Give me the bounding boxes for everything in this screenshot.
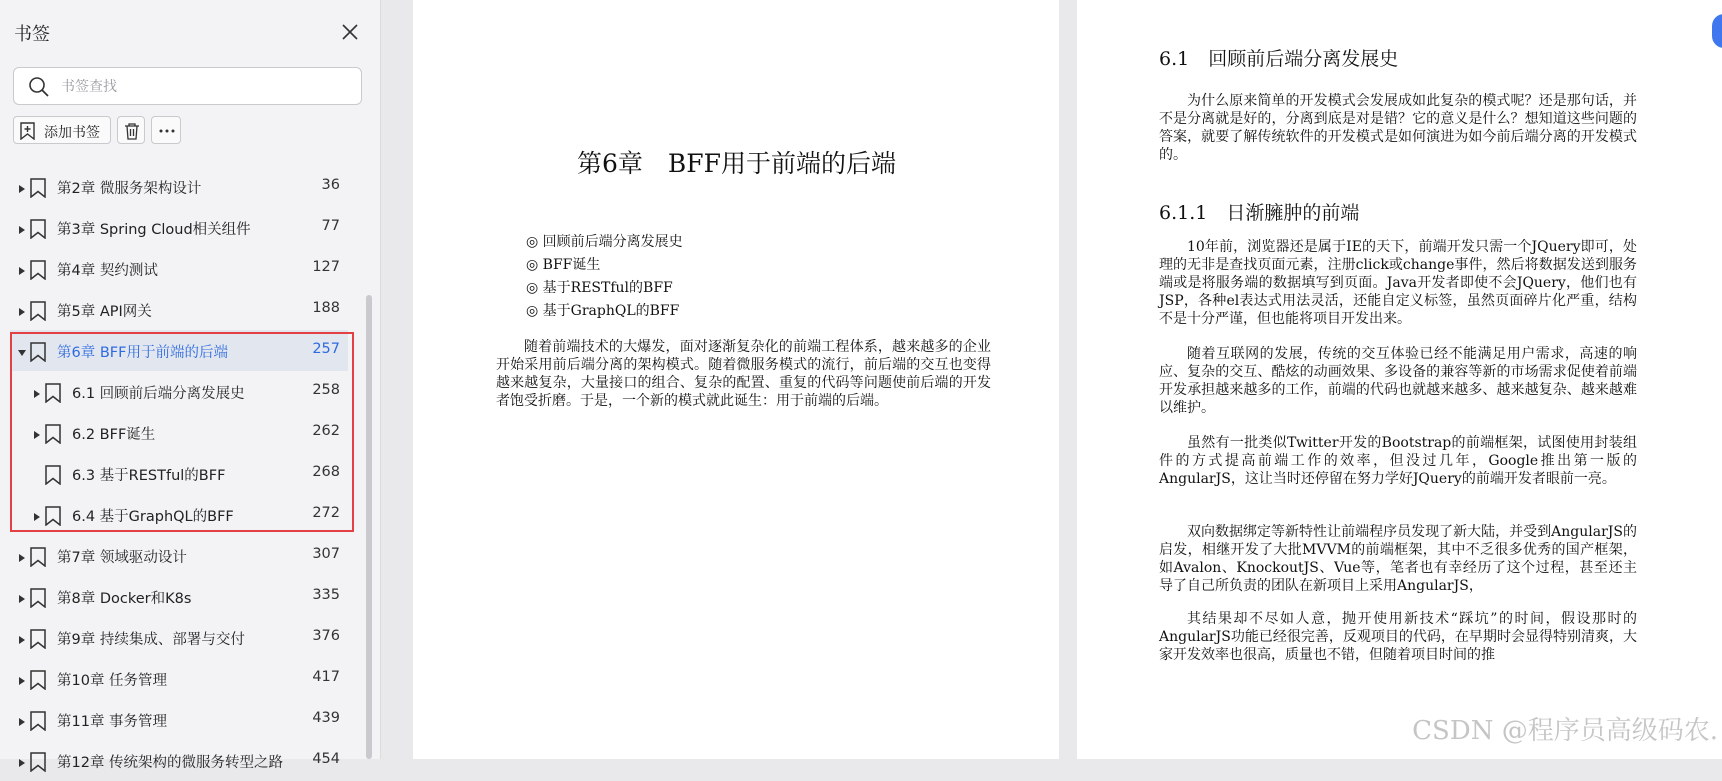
body-paragraph: 10年前，浏览器还是属于IE的天下，前端开发只需一个JQuery即可，处理的无非是查找页面元素，注册click或change事件，然后将数据发送到服务端或是将服务端的数据填写到页面。Java开发者即使不会JQuery，他们也有JSP，各种el表达式用法灵活，还能自定义标签，虽然页面碎片化严重，结构不是十分严谨，但也能将项目开发出来。 — [1159, 239, 1637, 327]
expand-right-icon[interactable] — [17, 303, 27, 315]
bookmark-label: 第3章 Spring Cloud相关组件 — [57, 222, 251, 238]
body-paragraph: 虽然有一批类似Twitter开发的Bootstrap的前端框架，试图使用封装组件的方式提高前端工作的效率，但没过几年，Google推出第一版的AngularJS，这让当时还停留在努力学好JQuery的前端开发者眼前一亮。 — [1159, 435, 1637, 487]
bookmark-label: 第8章 Docker和K8s — [57, 591, 192, 607]
expand-right-icon[interactable] — [32, 508, 42, 520]
body-paragraph: 随着互联网的发展，传统的交互体验已经不能满足用户需求，高速的响应、复杂的交互、酷炫的动画效果、多设备的兼容等新的市场需求促使着前端开发承担越来越多的工作，前端的代码也就越来越多、越来越复杂、越来越难以维护。 — [1159, 346, 1637, 416]
bookmark-icon — [29, 260, 47, 280]
bookmark-icon — [29, 178, 47, 198]
bookmark-page-number: 262 — [312, 423, 340, 439]
bookmark-label: 6.4 基于GraphQL的BFF — [72, 509, 234, 525]
bookmark-page-number: 454 — [312, 751, 340, 767]
expand-right-icon[interactable] — [17, 549, 27, 561]
bookmark-icon — [29, 670, 47, 690]
expand-right-icon[interactable] — [17, 221, 27, 233]
delete-bookmark-button[interactable] — [117, 116, 145, 144]
bookmark-item[interactable] — [10, 494, 348, 535]
bookmark-label: 6.2 BFF诞生 — [72, 427, 156, 443]
bookmark-item[interactable] — [10, 330, 348, 371]
bookmark-icon — [29, 629, 47, 649]
floating-assistant-button[interactable] — [1712, 14, 1722, 48]
bookmark-label: 6.1 回顾前后端分离发展史 — [72, 386, 245, 402]
bookmark-label: 第2章 微服务架构设计 — [57, 181, 202, 197]
expand-right-icon[interactable] — [17, 590, 27, 602]
add-bookmark-label: 添加书签 — [44, 125, 100, 141]
bookmark-icon — [44, 424, 62, 444]
bookmark-page-number: 272 — [312, 505, 340, 521]
bookmark-label: 第6章 BFF用于前端的后端 — [57, 345, 228, 361]
expand-down-icon[interactable] — [17, 344, 27, 356]
add-bookmark-button[interactable] — [13, 116, 111, 144]
bookmark-page-number: 376 — [312, 628, 340, 644]
bookmark-icon — [29, 301, 47, 321]
bookmark-icon — [29, 219, 47, 239]
bookmark-item[interactable] — [10, 289, 348, 330]
chapter-toc-item: ◎ 基于GraphQL的BFF — [526, 303, 680, 319]
bookmark-label: 第4章 契约测试 — [57, 263, 158, 279]
bookmark-page-number: 417 — [312, 669, 340, 685]
chapter-toc-item: ◎ 回顾前后端分离发展史 — [526, 234, 683, 250]
scrollbar[interactable] — [366, 295, 372, 759]
bookmark-page-number: 77 — [321, 218, 340, 234]
watermark: CSDN @程序员高级码农. — [1412, 716, 1718, 746]
bookmark-icon — [44, 465, 62, 485]
bookmark-icon — [29, 547, 47, 567]
close-icon[interactable] — [338, 20, 362, 44]
add-bookmark-icon — [19, 122, 39, 140]
body-paragraph: 其结果却不尽如人意，抛开使用新技术“踩坑”的时间，假设那时的AngularJS功能已经很完善，反观项目的代码，在早期时会显得特别清爽，大家开发效率也很高，质量也不错，但随着项目时间的推 — [1159, 611, 1637, 663]
bookmark-label: 6.3 基于RESTful的BFF — [72, 468, 226, 484]
more-options-button[interactable] — [151, 116, 181, 144]
more-icon — [157, 122, 177, 140]
bookmark-page-number: 258 — [312, 382, 340, 398]
bookmark-page-number: 257 — [312, 341, 340, 357]
bookmark-icon — [44, 383, 62, 403]
bookmark-page-number: 127 — [312, 259, 340, 275]
expand-right-icon[interactable] — [17, 672, 27, 684]
bookmark-page-number: 188 — [312, 300, 340, 316]
bookmark-page-number: 268 — [312, 464, 340, 480]
document-page-left — [413, 0, 1059, 759]
bookmark-label: 第10章 任务管理 — [57, 673, 168, 689]
bookmark-icon — [29, 752, 47, 772]
bookmark-item[interactable] — [10, 699, 348, 740]
bookmark-item[interactable] — [10, 617, 348, 658]
bookmark-search-input[interactable] — [59, 73, 353, 101]
trash-icon — [123, 122, 141, 140]
bookmark-item[interactable] — [10, 658, 348, 699]
bookmark-page-number: 307 — [312, 546, 340, 562]
section-title: 6.1 回顾前后端分离发展史 — [1159, 48, 1399, 70]
chapter-intro-paragraph: 随着前端技术的大爆发，面对逐渐复杂化的前端工程体系，越来越多的企业开始采用前后端分离的架构模式。随着微服务模式的流行，前后端的交互也变得越来越复杂，大量接口的组合、复杂的配置、重复的代码等问题使前后端的开发者饱受折磨。于是，一个新的模式就此诞生：用于前端的后端。 — [496, 339, 991, 409]
bookmark-icon — [29, 342, 47, 362]
bookmark-page-number: 335 — [312, 587, 340, 603]
bookmark-label: 第7章 领域驱动设计 — [57, 550, 187, 566]
bookmark-panel — [0, 0, 381, 771]
bookmark-label: 第9章 持续集成、部署与交付 — [57, 632, 245, 648]
bookmark-item[interactable] — [10, 207, 348, 248]
expand-right-icon[interactable] — [17, 754, 27, 766]
chapter-toc-item: ◎ BFF诞生 — [526, 257, 601, 273]
bookmark-page-number: 36 — [321, 177, 340, 193]
body-paragraph: 为什么原来简单的开发模式会发展成如此复杂的模式呢？还是那句话，并不是分离就是好的，分离到底是对是错？它的意义是什么？想知道这些问题的答案，就要了解传统软件的开发模式是如何演进为如今前后端分离的开发模式的。 — [1159, 93, 1637, 163]
chapter-title: 第6章 BFF用于前端的后端 — [577, 149, 896, 178]
bookmark-label: 第5章 API网关 — [57, 304, 152, 320]
search-icon — [28, 76, 50, 98]
expand-right-icon[interactable] — [32, 385, 42, 397]
subsection-title: 6.1.1 日渐臃肿的前端 — [1159, 202, 1360, 224]
bookmark-item[interactable] — [10, 535, 348, 576]
bookmark-item[interactable] — [10, 412, 348, 453]
panel-title: 书签 — [14, 24, 50, 45]
bookmark-item[interactable] — [10, 576, 348, 617]
bookmark-item[interactable] — [10, 371, 348, 412]
expand-right-icon[interactable] — [17, 631, 27, 643]
bookmark-page-number: 439 — [312, 710, 340, 726]
bookmark-search-box[interactable] — [13, 67, 362, 105]
bookmark-item[interactable] — [10, 166, 348, 207]
bookmark-item[interactable] — [10, 453, 348, 494]
bookmark-item[interactable] — [10, 740, 348, 781]
document-page-right — [1077, 0, 1722, 759]
bookmark-item[interactable] — [10, 248, 348, 289]
expand-right-icon[interactable] — [17, 262, 27, 274]
bookmark-icon — [29, 711, 47, 731]
expand-right-icon[interactable] — [32, 426, 42, 438]
bookmark-icon — [44, 506, 62, 526]
expand-right-icon[interactable] — [17, 180, 27, 192]
bookmark-icon — [29, 588, 47, 608]
bookmark-label: 第12章 传统架构的微服务转型之路 — [57, 755, 284, 771]
bookmark-label: 第11章 事务管理 — [57, 714, 168, 730]
expand-right-icon[interactable] — [17, 713, 27, 725]
chapter-toc-item: ◎ 基于RESTful的BFF — [526, 280, 673, 296]
body-paragraph: 双向数据绑定等新特性让前端程序员发现了新大陆，并受到AngularJS的启发，相继开发了大批MVVM的前端框架，其中不乏很多优秀的国产框架，如Avalon、KnockoutJS、Vue等，笔者也有幸经历了这个过程，甚至还主导了自己所负责的团队在新项目上采用AngularJS， — [1159, 524, 1637, 594]
